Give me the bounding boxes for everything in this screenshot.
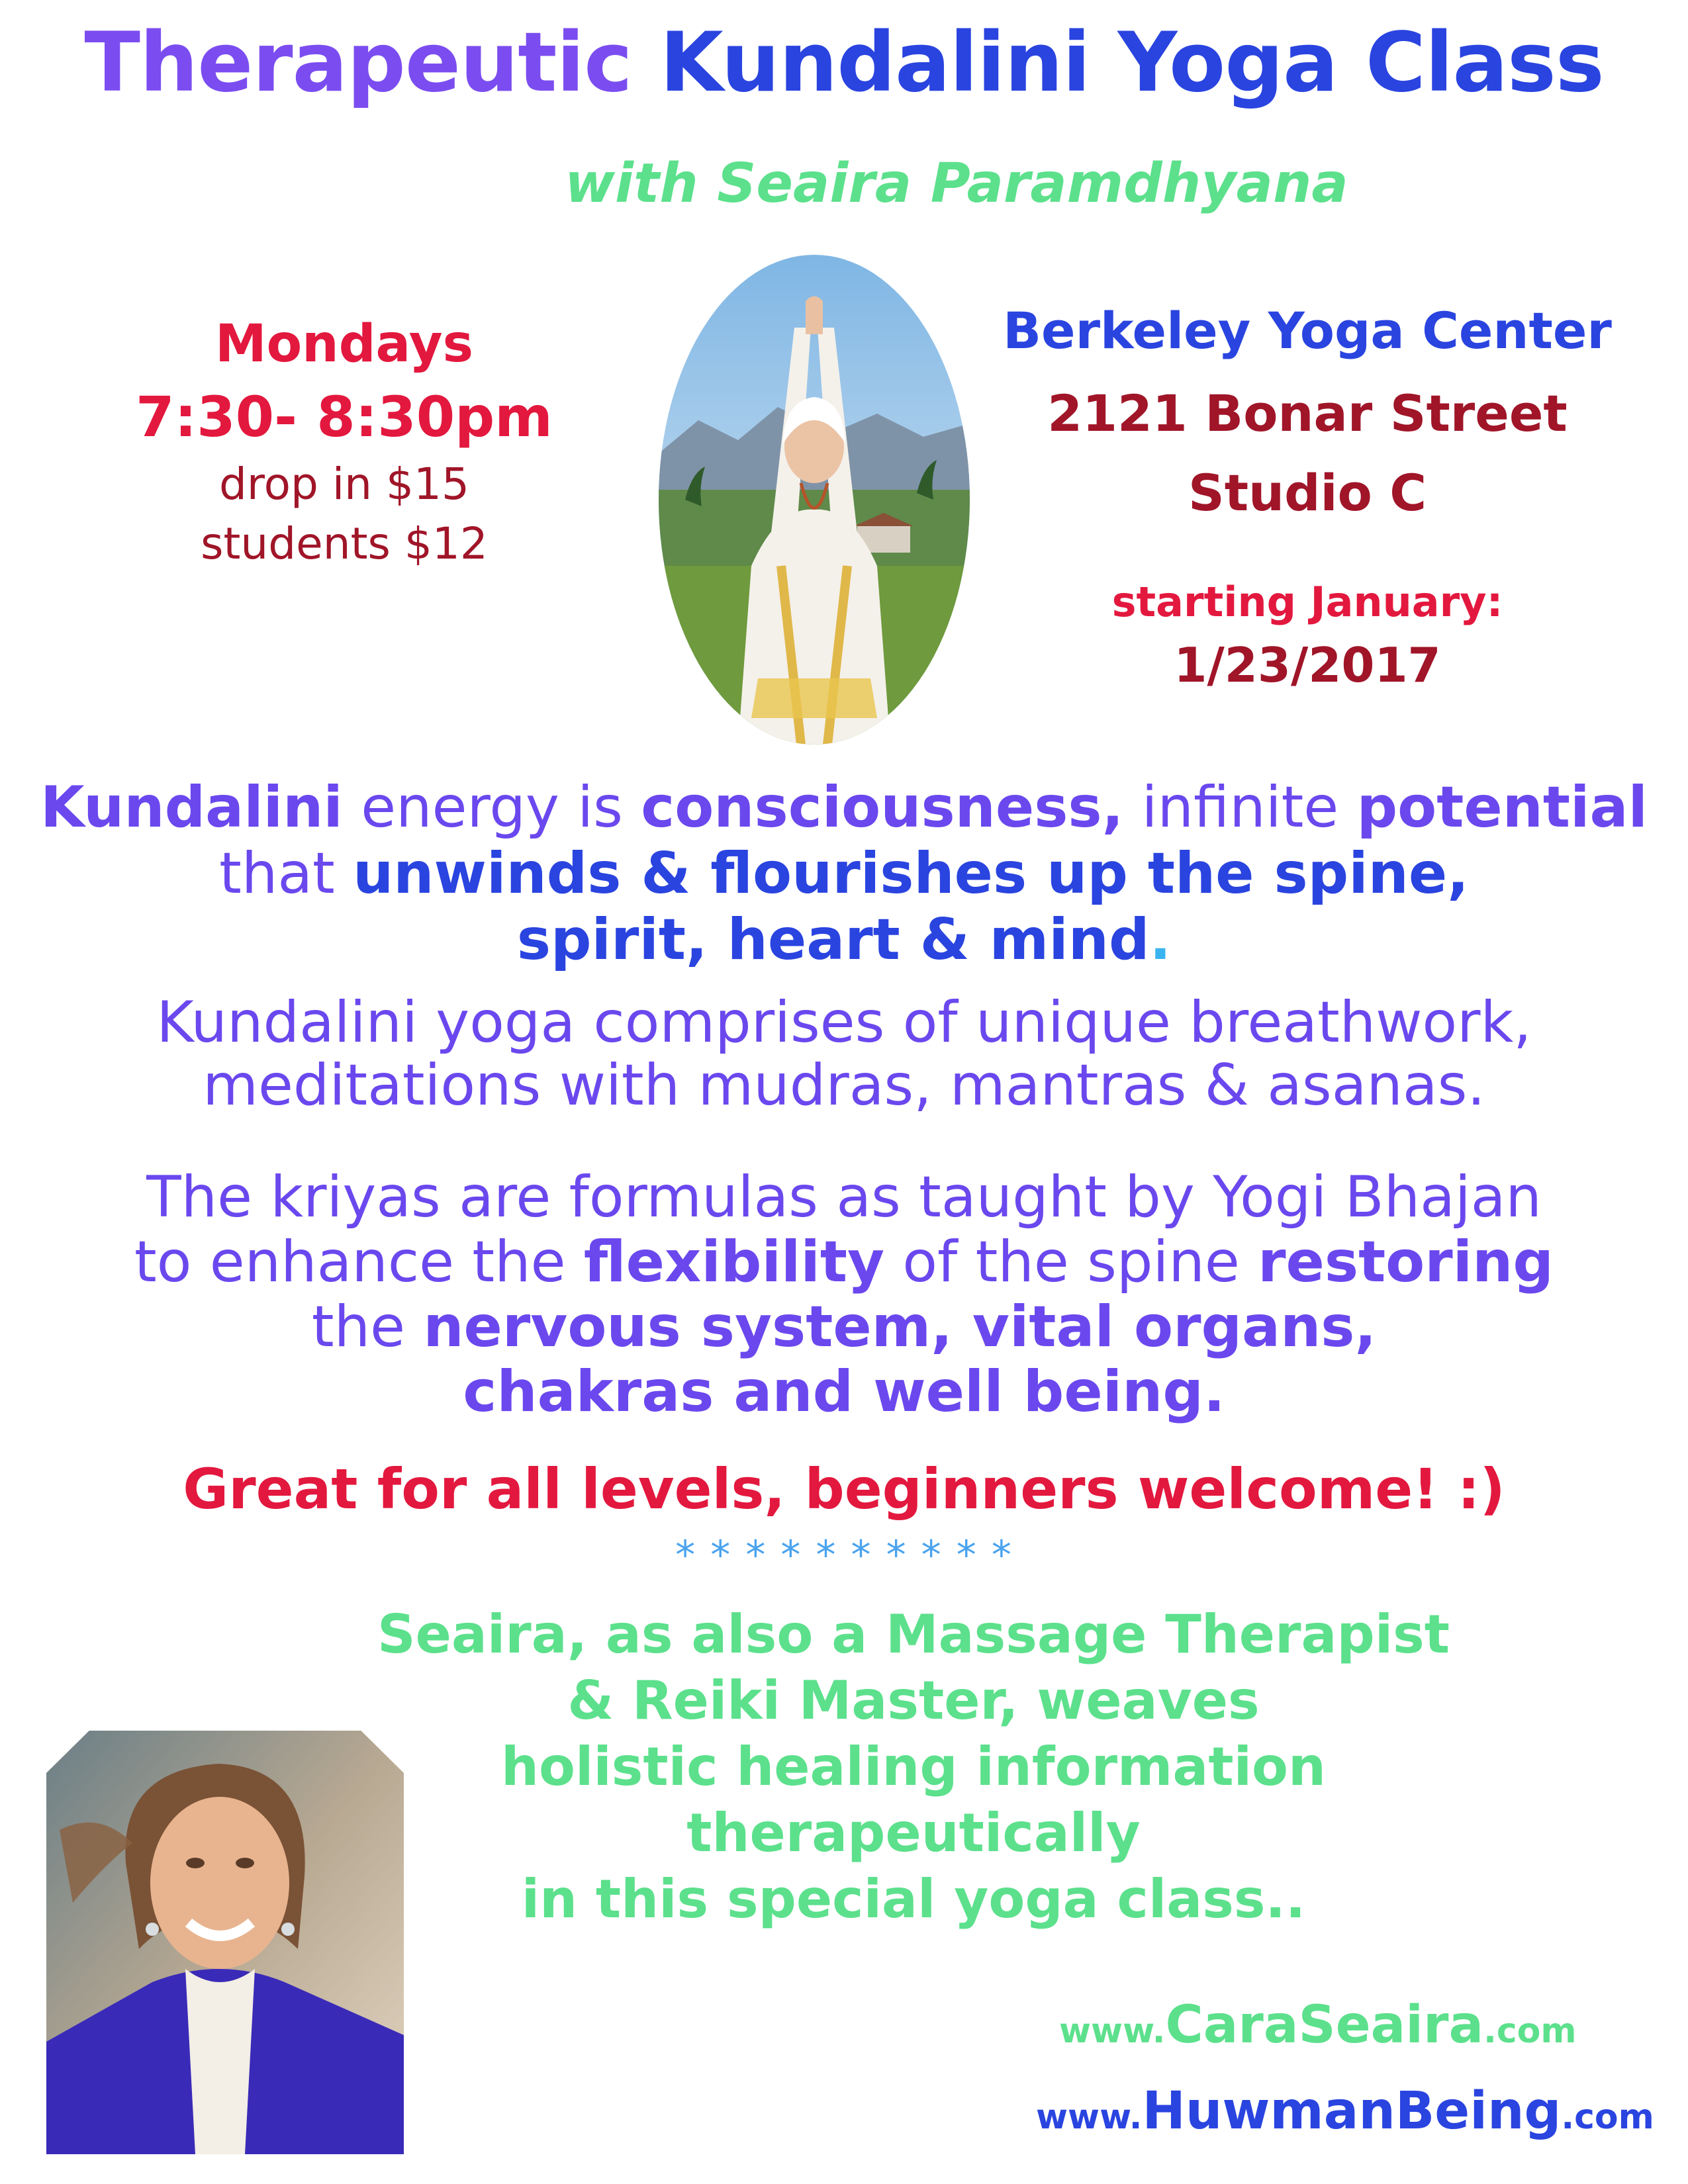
para1-text: that	[219, 841, 353, 907]
para3-text: of the spine	[884, 1229, 1258, 1295]
para1-line3	[0, 907, 1688, 973]
venue-name: Berkeley Yoga Center	[1003, 301, 1612, 360]
para3-word: nervous system, vital organs,	[423, 1294, 1377, 1360]
url-prefix: www.	[1059, 2011, 1166, 2051]
bio-line5: in this special yoga class..	[521, 1868, 1306, 1930]
para1-period: .	[1149, 907, 1172, 973]
para3-line4: chakras and well being.	[463, 1359, 1225, 1425]
star-divider: * * * * * * * * * *	[675, 1532, 1013, 1578]
para3-line2	[0, 1230, 1688, 1295]
venue-studio: Studio C	[1188, 463, 1427, 522]
title-therapeutic: Therapeutic	[84, 15, 632, 111]
para1-line2	[0, 841, 1688, 907]
bio-line4: therapeutically	[686, 1802, 1141, 1864]
start-label: starting January:	[1111, 578, 1503, 626]
tagline: Great for all levels, beginners welcome! :)	[183, 1457, 1505, 1522]
page-title	[0, 13, 1688, 113]
website-link-caraseaira[interactable]	[1059, 1992, 1577, 2072]
price-students: students $12	[201, 518, 488, 569]
para2-line1: Kundalini yoga comprises of unique breathwork,	[156, 989, 1532, 1056]
instructor-portrait-photo	[46, 1731, 404, 2154]
schedule-day: Mondays	[214, 314, 474, 374]
portrait-illustration	[46, 1731, 404, 2154]
price-drop-in: drop in $15	[219, 459, 469, 510]
bio-line1: Seaira, as also a Massage Therapist	[377, 1604, 1450, 1665]
para3-text: to enhance the	[134, 1229, 584, 1295]
para1-word: Kundalini	[40, 774, 343, 841]
bio-line2: & Reiki Master, weaves	[567, 1670, 1260, 1731]
para1-word: spirit, heart & mind	[516, 907, 1150, 973]
para1-line1	[0, 774, 1688, 841]
para3-line3	[0, 1295, 1688, 1359]
url-suffix: .com	[1483, 2011, 1577, 2051]
para3-text: the	[311, 1294, 424, 1360]
url-domain: CaraSeaira	[1165, 1995, 1484, 2055]
bio-line3: holistic healing information	[501, 1736, 1326, 1797]
schedule-time: 7:30- 8:30pm	[136, 385, 553, 449]
para1-word: unwinds & flourishes up the spine,	[353, 841, 1469, 907]
yoga-pose-illustration	[659, 255, 970, 745]
venue-address: 2121 Bonar Street	[1047, 384, 1568, 443]
para1-text: infinite	[1123, 774, 1357, 841]
para3-word: restoring	[1258, 1229, 1554, 1295]
subtitle-instructor: with Seaira Paramdhyana	[565, 152, 1348, 215]
para2-line2: meditations with mudras, mantras & asanas.	[203, 1052, 1485, 1118]
title-kundalini-yoga-class: Kundalini Yoga Class	[659, 15, 1604, 111]
para3-word: flexibility	[583, 1229, 885, 1295]
url-domain: HuwmanBeing	[1142, 2081, 1562, 2141]
para1-word: consciousness,	[641, 774, 1124, 841]
yoga-pose-photo	[659, 255, 970, 745]
para1-text: energy is	[342, 774, 641, 841]
start-date: 1/23/2017	[1174, 637, 1441, 693]
para1-word: potential	[1356, 774, 1648, 841]
para3-line1: The kriyas are formulas as taught by Yogi Bhajan	[146, 1164, 1542, 1230]
website-link-huwmanbeing[interactable]	[1036, 2078, 1654, 2158]
url-prefix: www.	[1036, 2097, 1143, 2137]
url-suffix: .com	[1561, 2097, 1654, 2137]
